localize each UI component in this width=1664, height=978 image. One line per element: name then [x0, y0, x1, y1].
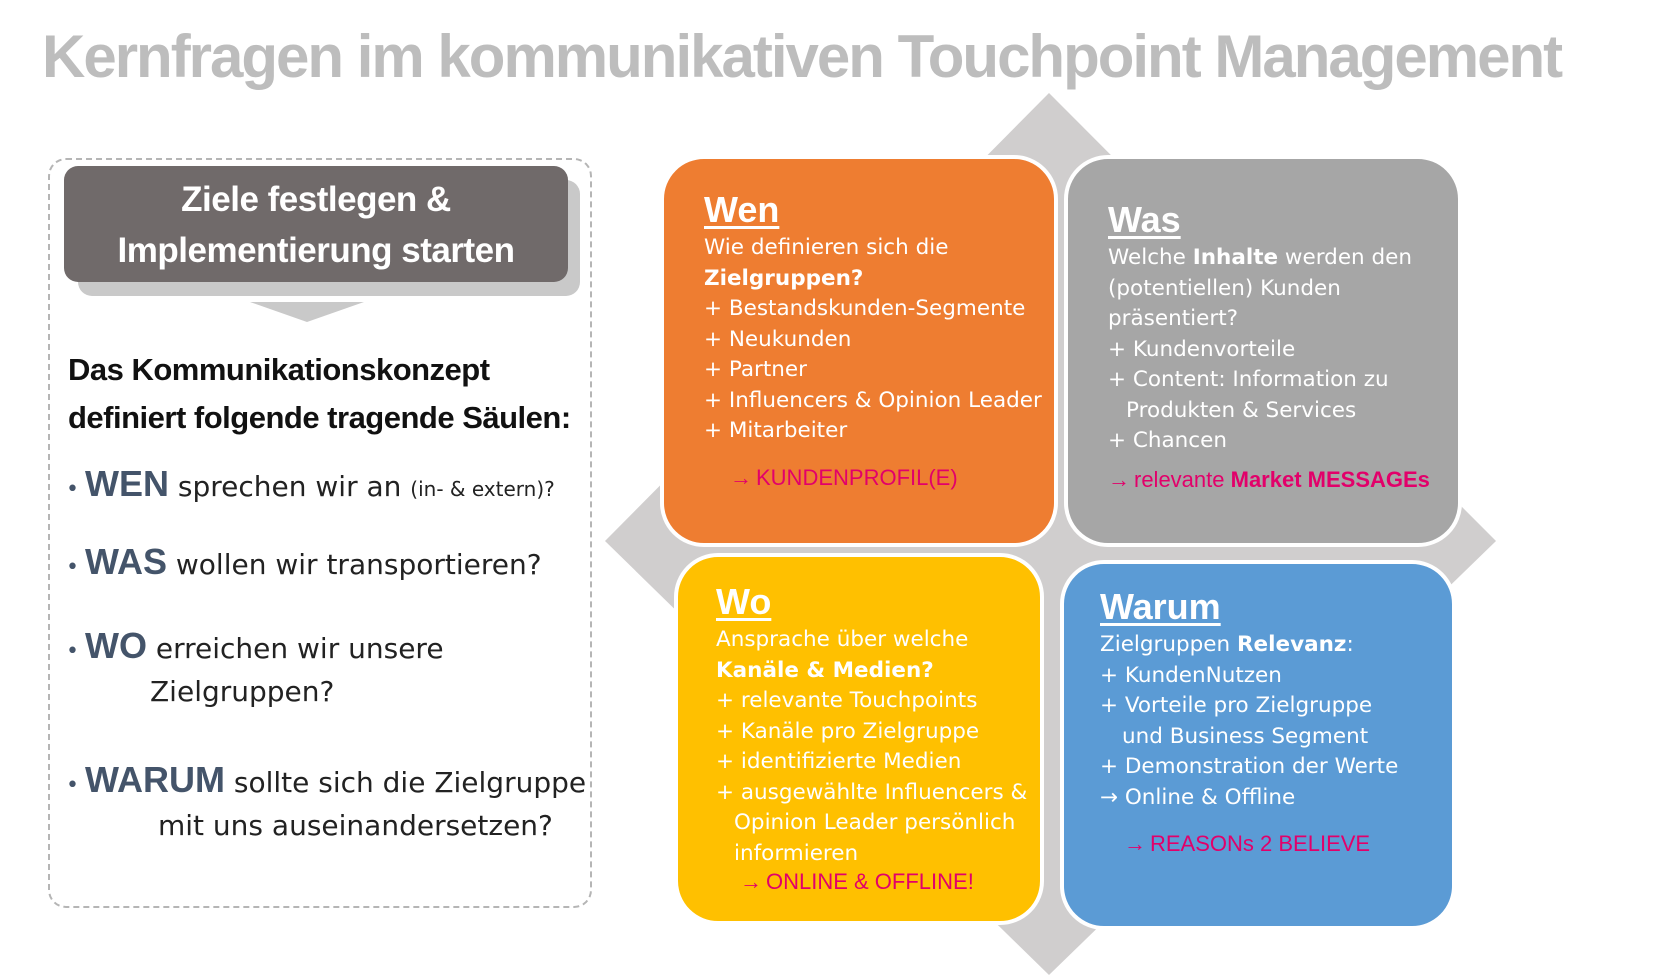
list-item: und Business Segment	[1122, 723, 1369, 749]
question-text: :	[1346, 632, 1354, 657]
list-item: + KundenNutzen	[1100, 662, 1282, 688]
question-line: (potentiellen) Kunden	[1108, 275, 1341, 301]
intro-line-1: Das Kommunikationskonzept	[68, 352, 490, 387]
bullet-continuation: Zielgruppen?	[150, 675, 335, 708]
quadrant-heading: Was	[1108, 199, 1181, 240]
list-item: + Content: Information zu	[1108, 367, 1389, 392]
question-line: Wie definieren sich die	[704, 235, 949, 260]
list-item: + Chancen	[1108, 428, 1227, 453]
quadrant-heading: Wo	[716, 581, 772, 622]
result-text: KUNDENPROFIL(E)	[756, 464, 958, 490]
list-item: Produkten & Services	[1126, 397, 1357, 423]
list-item: + identifizierte Medien	[716, 749, 962, 774]
quadrant-wen	[660, 155, 1058, 547]
list-item: + Kundenvorteile	[1108, 336, 1296, 362]
question-text: Zielgruppen	[1100, 632, 1237, 657]
bullet-keyword: WEN	[84, 463, 169, 504]
question-line: Ansprache über welche	[716, 627, 969, 652]
quadrant-was	[1064, 155, 1462, 547]
question-text: Welche	[1108, 245, 1193, 270]
bullet-keyword: WAS	[84, 541, 167, 582]
list-item: + Kanäle pro Zielgruppe	[716, 718, 980, 744]
result-text: relevante	[1134, 466, 1231, 492]
question-emphasis: Inhalte	[1192, 245, 1279, 270]
arrow-right-icon: →	[1124, 831, 1146, 856]
result-line	[1108, 467, 1436, 493]
bullet-dot-icon: •	[66, 477, 79, 502]
bullet-note: (in- & extern)?	[410, 477, 555, 501]
result-line	[1100, 831, 1430, 857]
list-item: informieren	[734, 840, 859, 866]
list-item: + Influencers & Opinion Leader	[704, 387, 1042, 413]
list-item: + Bestandskunden-Segmente	[704, 296, 1026, 321]
page-title: Kernfragen im kommunikativen Touchpoint Management	[42, 23, 1562, 90]
quadrant-wo	[674, 553, 1044, 925]
list-item: + Partner	[704, 357, 807, 382]
list-item: + Demonstration der Werte	[1100, 754, 1399, 779]
bullet-dot-icon: •	[66, 555, 79, 580]
arrow-right-icon: →	[1108, 466, 1130, 492]
bullet-text: sollte sich die Zielgruppe	[224, 766, 587, 799]
banner-line-1: Ziele festlegen &	[181, 180, 451, 219]
bullet-text: wollen wir transportieren?	[167, 548, 542, 581]
result-emphasis: Market MESSAGEs	[1230, 466, 1430, 492]
banner-line-2: Implementierung starten	[117, 231, 515, 270]
question-line: präsentiert?	[1108, 306, 1239, 331]
bullet-dot-icon: •	[66, 639, 79, 664]
bullet-keyword: WO	[84, 625, 147, 666]
arrow-right-icon: →	[1100, 784, 1125, 810]
question-text: werden den	[1278, 245, 1413, 270]
list-item: + Neukunden	[704, 326, 852, 352]
result-line	[716, 869, 1018, 895]
intro-line-2: definiert folgende tragende Säulen:	[68, 400, 571, 435]
quadrant-heading: Wen	[704, 189, 780, 230]
quadrant-heading: Warum	[1100, 586, 1221, 627]
list-item: + ausgewählte Influencers &	[716, 779, 1028, 805]
bullet-continuation: mit uns auseinandersetzen?	[158, 809, 553, 842]
bullet-dot-icon: •	[66, 773, 79, 798]
question-emphasis: Relevanz	[1237, 632, 1347, 657]
question-line: Kanäle & Medien?	[716, 657, 934, 683]
result-text: REASONs 2 BELIEVE	[1150, 831, 1371, 856]
list-item: Online & Offline	[1124, 784, 1296, 810]
result-line	[704, 465, 1032, 491]
arrow-right-icon: →	[740, 869, 762, 894]
bullet-text: sprechen wir an	[168, 470, 411, 503]
list-item: + Mitarbeiter	[704, 418, 848, 443]
result-text: ONLINE & OFFLINE!	[766, 869, 974, 894]
quadrant-warum	[1060, 560, 1456, 930]
list-item: + Vorteile pro Zielgruppe	[1100, 693, 1373, 718]
question-line: Zielgruppen?	[704, 265, 864, 291]
arrow-right-icon: →	[730, 464, 752, 490]
bullet-keyword: WARUM	[84, 759, 225, 800]
list-item: Opinion Leader persönlich	[734, 810, 1016, 835]
bullet-text: erreichen wir unsere	[146, 632, 444, 665]
list-item: + relevante Touchpoints	[716, 688, 978, 713]
